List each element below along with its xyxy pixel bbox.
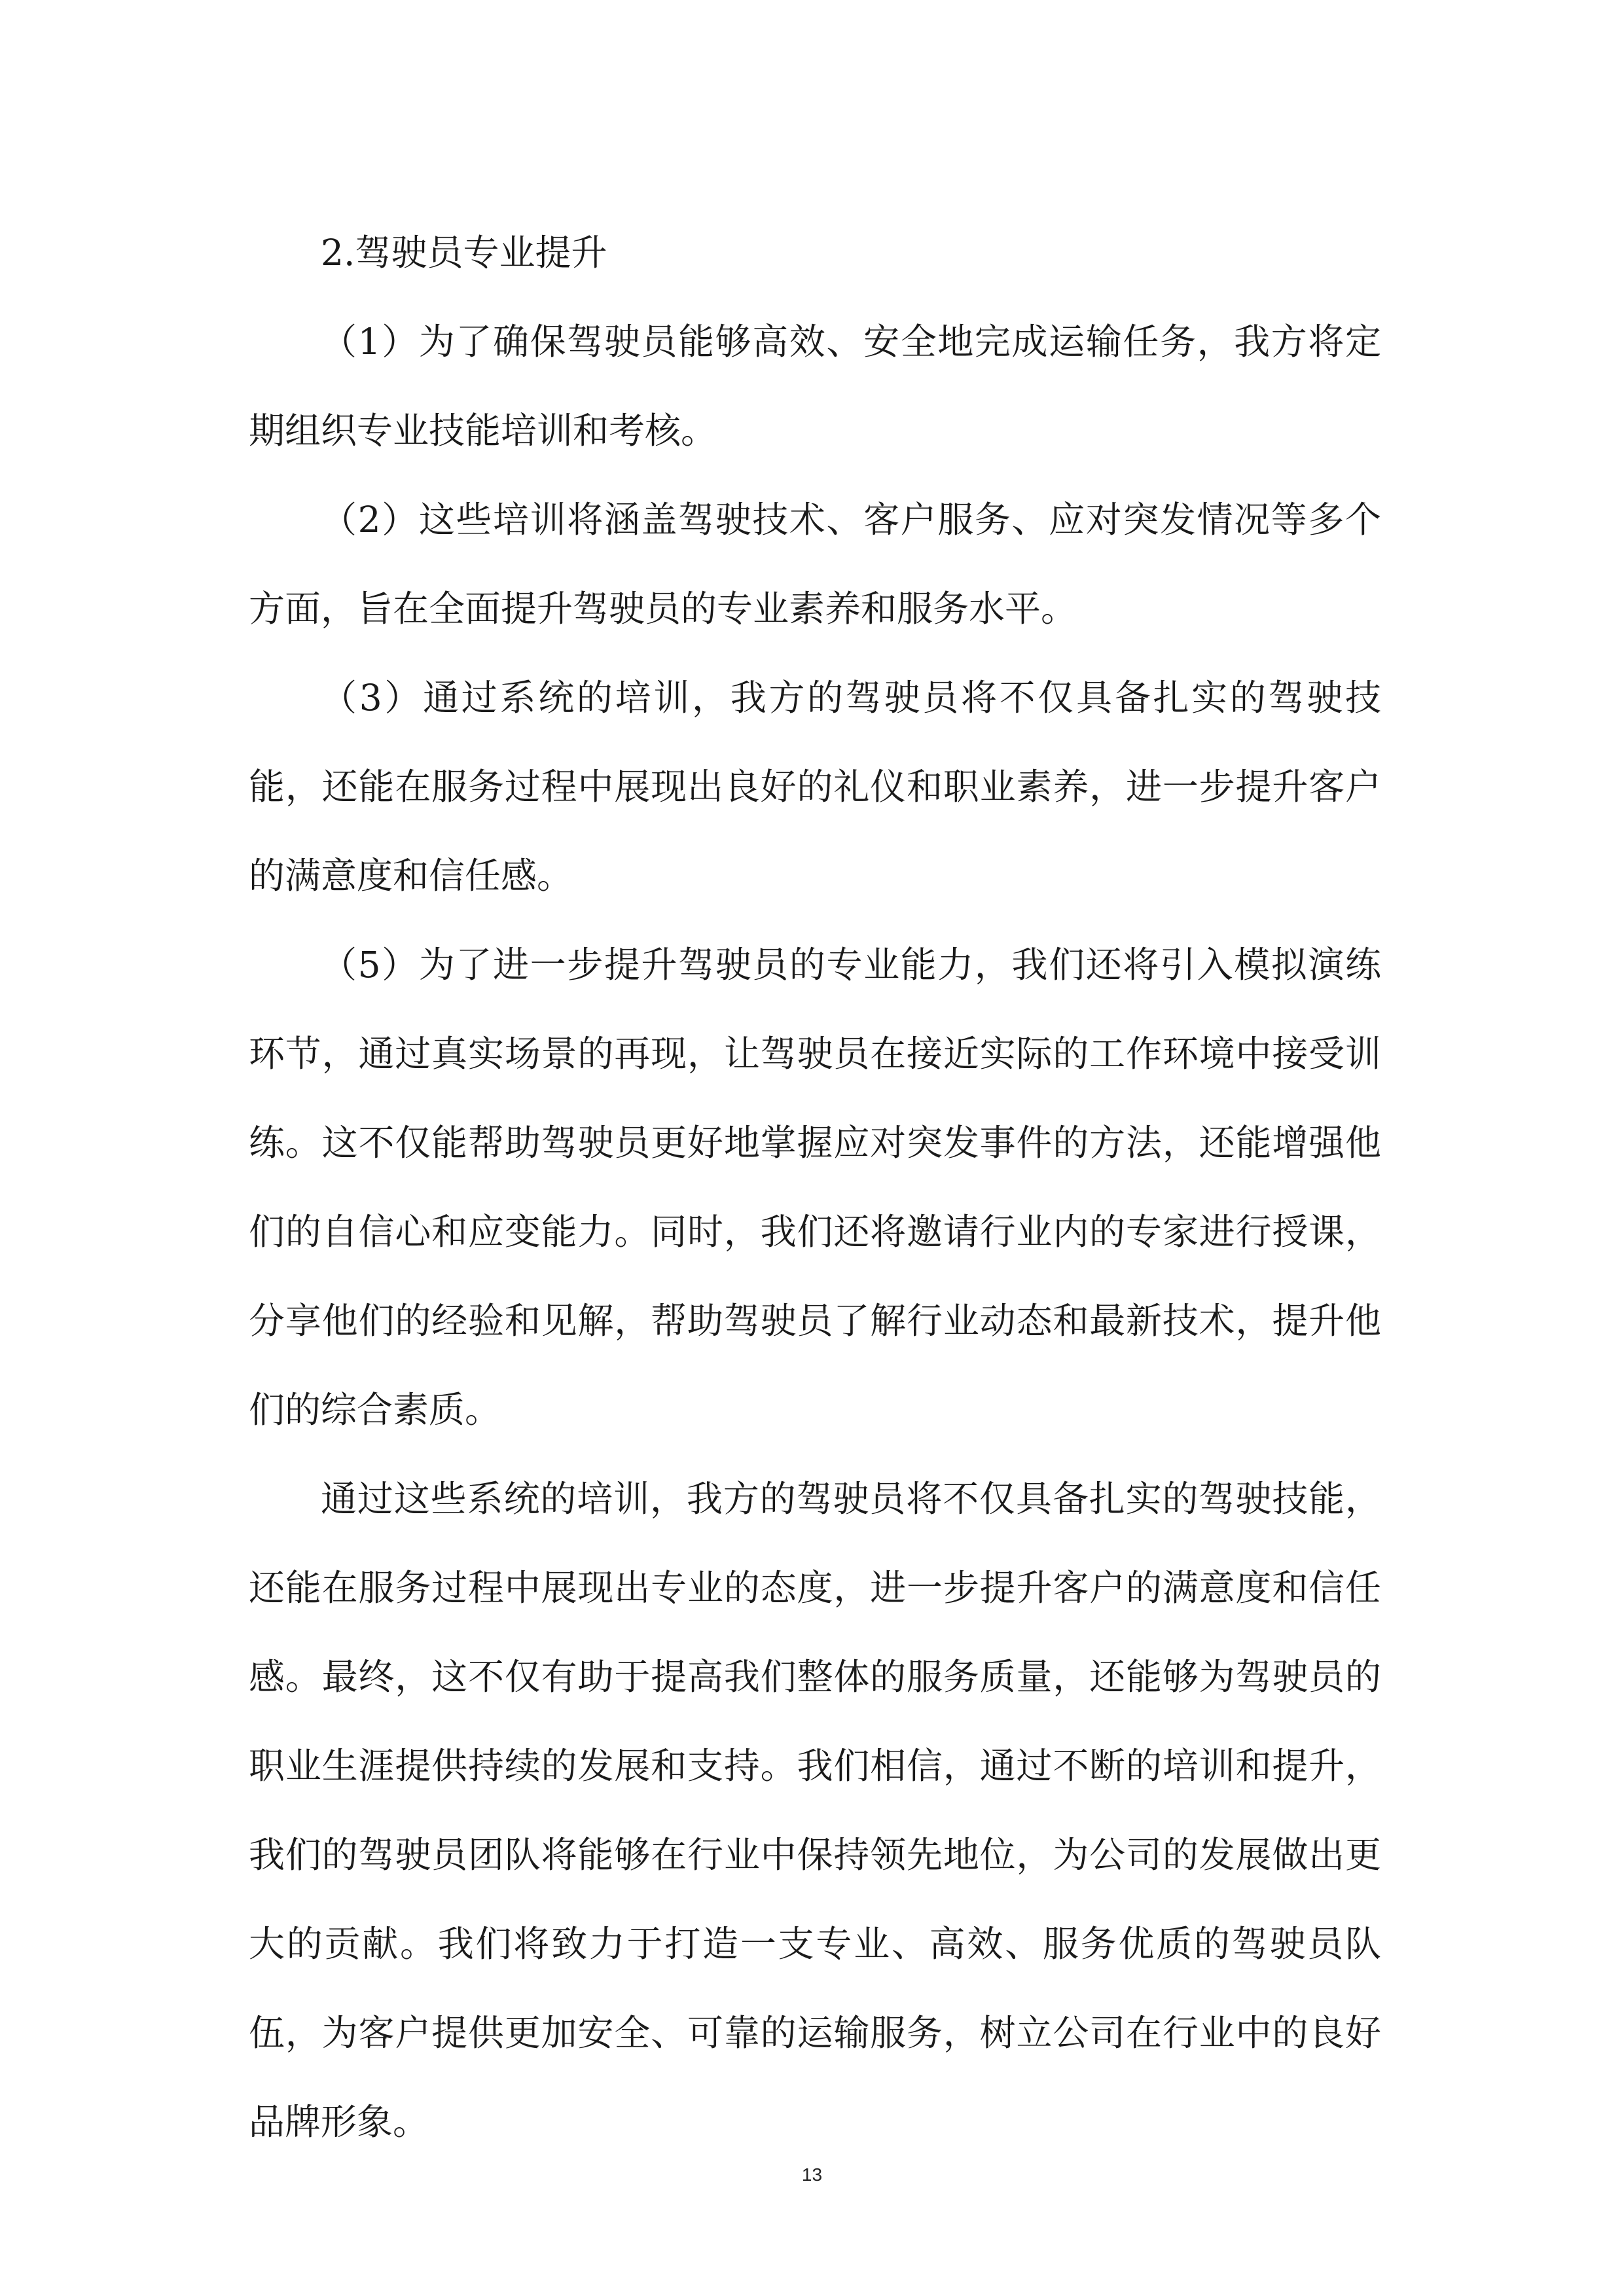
- body-text: [249, 208, 1381, 2166]
- paragraph-3: （3）通过系统的培训，我方的驾驶员将不仅具备扎实的驾驶技能，还能在服务过程中展现出良好的礼仪和职业素养，进一步提升客户的满意度和信任感。: [249, 677, 1381, 897]
- page-number: 13: [801, 2164, 823, 2185]
- paragraph-5: （5）为了进一步提升驾驶员的专业能力，我们还将引入模拟演练环节，通过真实场景的再现，让驾驶员在接近实际的工作环境中接受训练。这不仅能帮助驾驶员更好地掌握应对突发事件的方法，还能增强他们的自信心和应变能力。同时，我们还将邀请行业内的专家进行授课，分享他们的经验和见解，帮助驾驶员了解行业动态和最新技术，提升他们的综合素质。: [249, 944, 1381, 1431]
- paragraph-1: （1）为了确保驾驶员能够高效、安全地完成运输任务，我方将定期组织专业技能培训和考核。: [249, 321, 1381, 452]
- section-heading: 2.驾驶员专业提升: [321, 232, 607, 274]
- paragraph-2: （2）这些培训将涵盖驾驶技术、客户服务、应对突发情况等多个方面，旨在全面提升驾驶员的专业素养和服务水平。: [249, 499, 1381, 630]
- paragraph-summary: 通过这些系统的培训，我方的驾驶员将不仅具备扎实的驾驶技能，还能在服务过程中展现出专业的态度，进一步提升客户的满意度和信任感。最终，这不仅有助于提高我们整体的服务质量，还能够为驾驶员的职业生涯提供持续的发展和支持。我们相信，通过不断的培训和提升，我们的驾驶员团队将能够在行业中保持领先地位，为公司的发展做出更大的贡献。我们将致力于打造一支专业、高效、服务优质的驾驶员队伍，为客户提供更加安全、可靠的运输服务，树立公司在行业中的良好品牌形象。: [249, 1478, 1381, 2143]
